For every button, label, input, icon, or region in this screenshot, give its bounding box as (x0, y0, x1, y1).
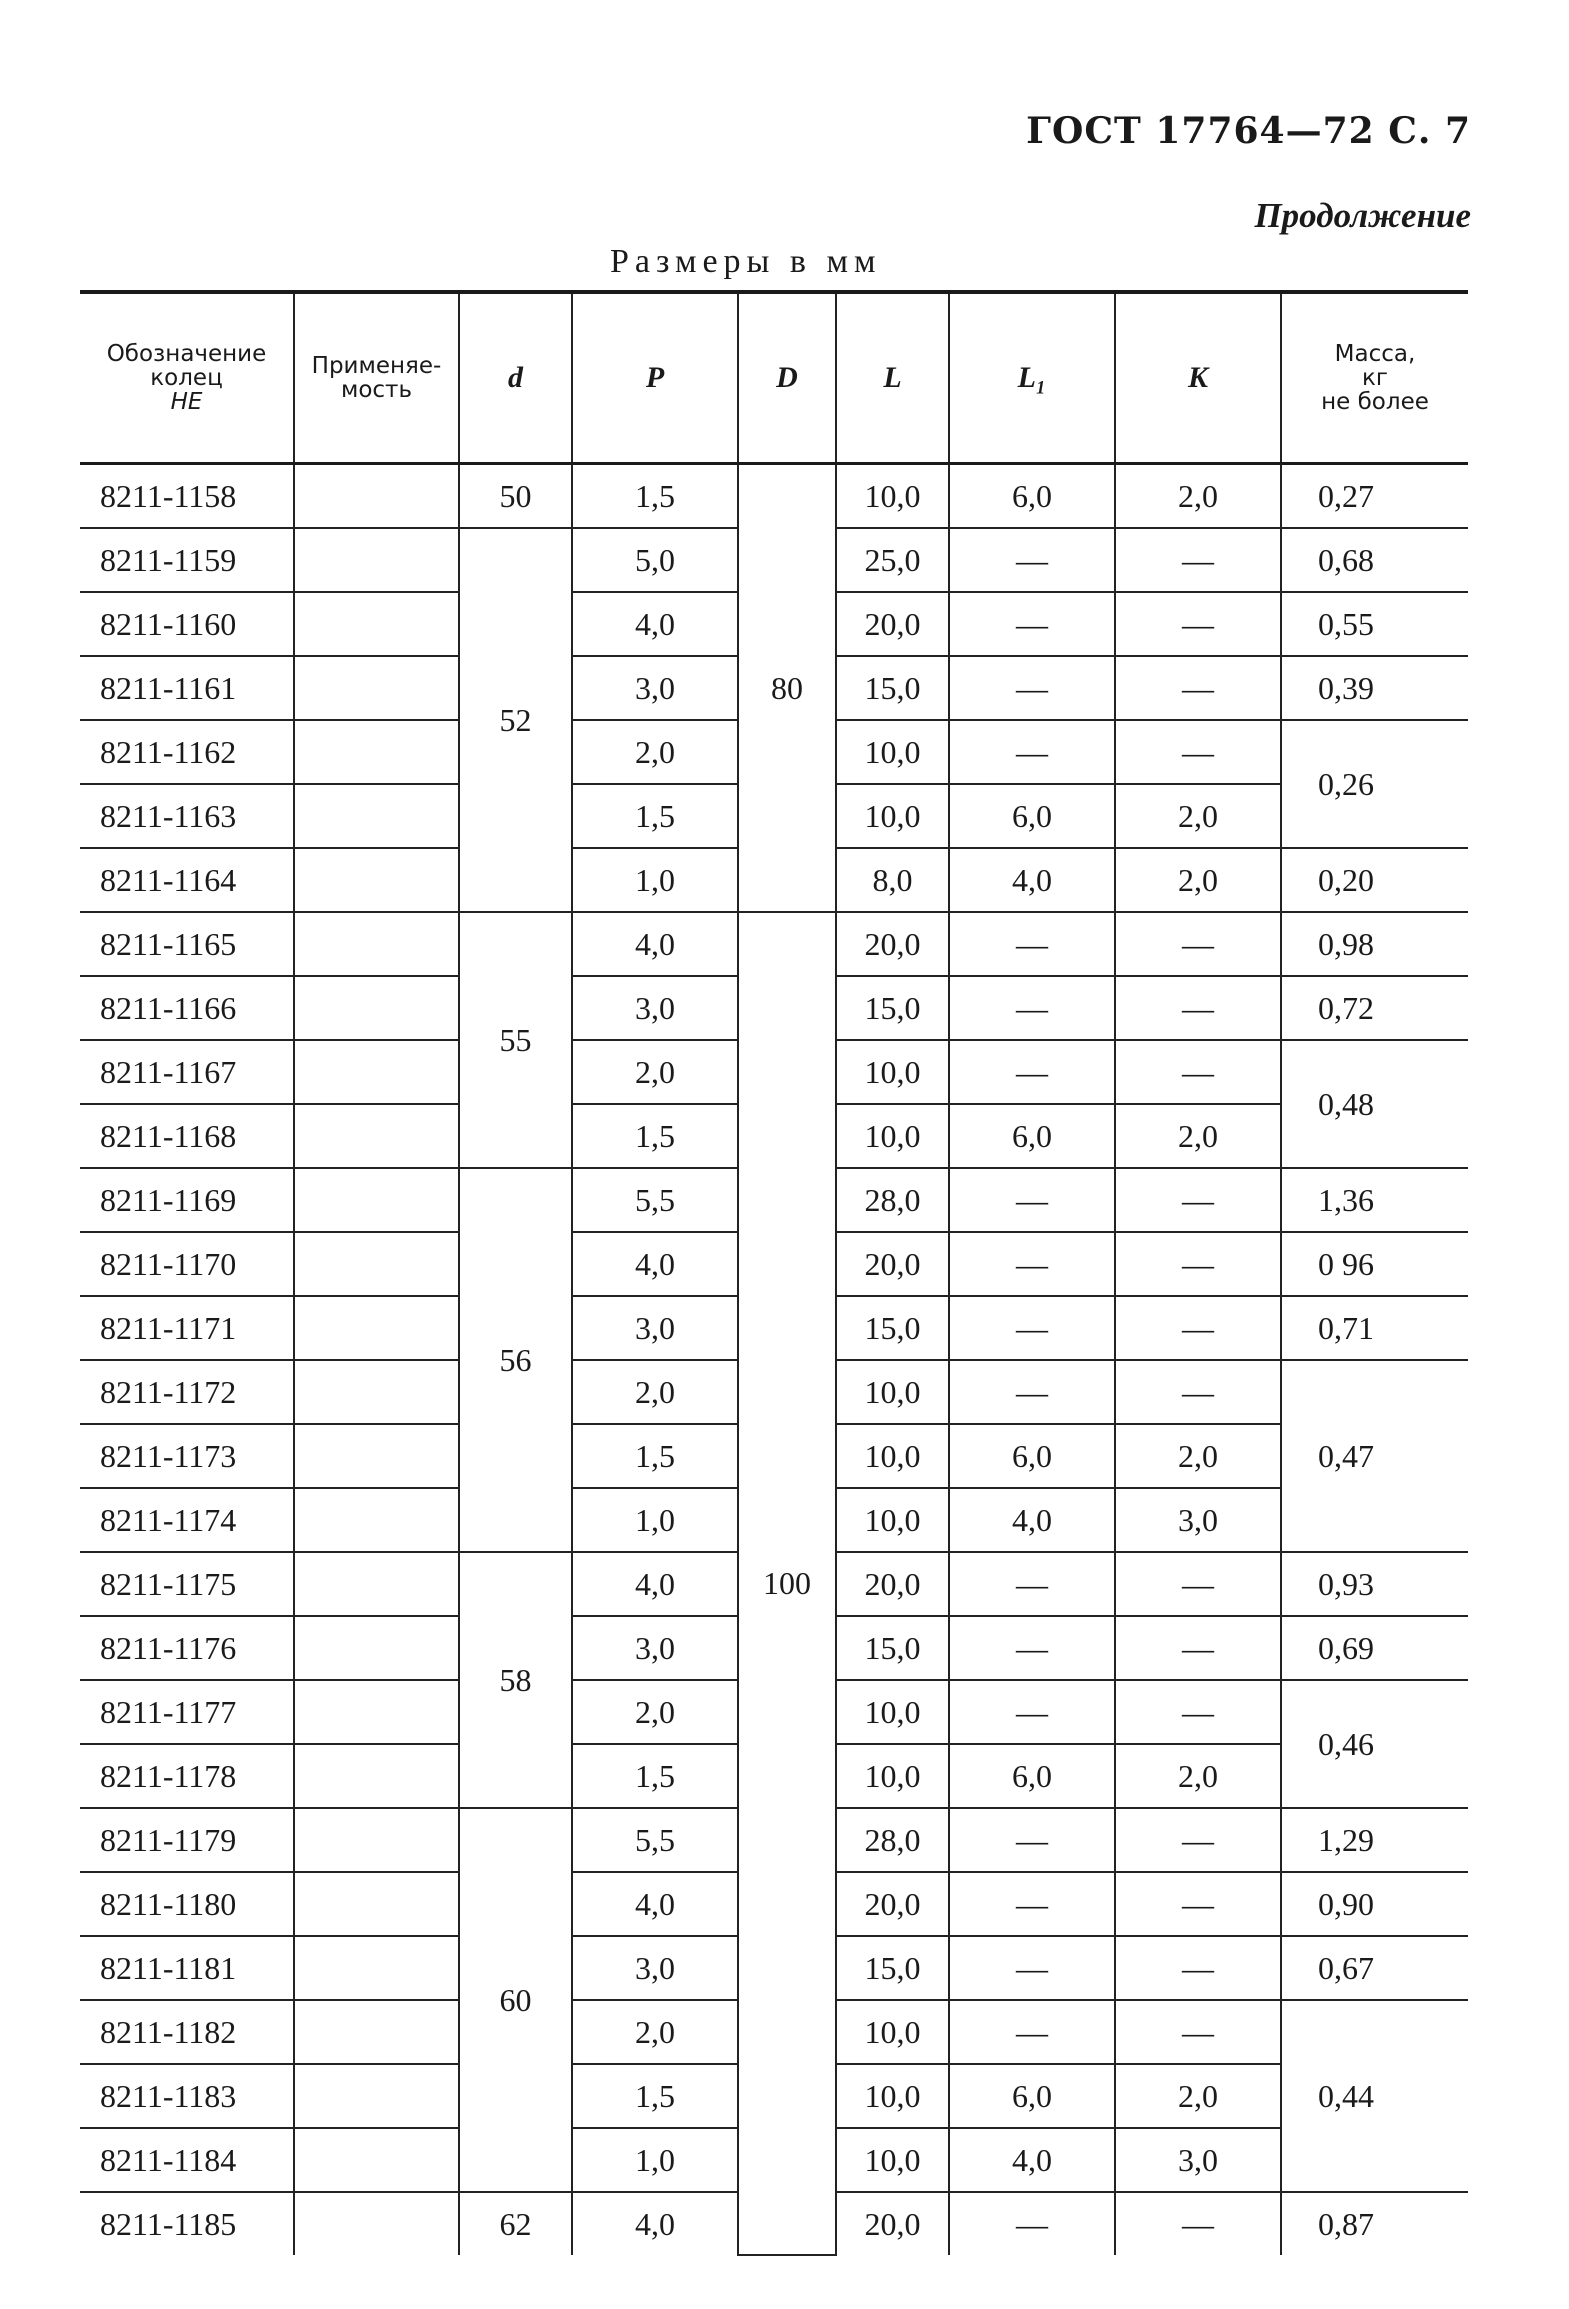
applicability-cell (294, 528, 459, 592)
ring-designation-cell: 8211-1173 (80, 1424, 294, 1488)
p-cell: 1,5 (572, 464, 738, 529)
applicability-cell (294, 2064, 459, 2128)
applicability-cell (294, 1168, 459, 1232)
D-cell: 100 (738, 912, 836, 2255)
mass-cell: 0,46 (1281, 1680, 1468, 1808)
p-cell: 1,5 (572, 1104, 738, 1168)
applicability-cell (294, 1936, 459, 2000)
L1-cell: 4,0 (949, 2128, 1115, 2192)
header-L: L (836, 292, 949, 464)
header-mass-line3: не более (1321, 389, 1429, 416)
applicability-cell (294, 1424, 459, 1488)
K-cell: — (1115, 1296, 1281, 1360)
applicability-cell (294, 1104, 459, 1168)
K-cell: — (1115, 592, 1281, 656)
p-cell: 2,0 (572, 1680, 738, 1744)
mass-cell: 0,55 (1281, 592, 1468, 656)
p-cell: 2,0 (572, 720, 738, 784)
ring-designation-cell: 8211-1177 (80, 1680, 294, 1744)
K-cell: — (1115, 912, 1281, 976)
mass-cell: 0,67 (1281, 1936, 1468, 2000)
ring-designation-cell: 8211-1158 (80, 464, 294, 529)
p-cell: 1,0 (572, 848, 738, 912)
ring-designation-cell: 8211-1163 (80, 784, 294, 848)
L-cell: 10,0 (836, 1488, 949, 1552)
mass-cell: 0,44 (1281, 2000, 1468, 2192)
L-cell: 20,0 (836, 592, 949, 656)
mass-cell: 0 96 (1281, 1232, 1468, 1296)
d-cell: 52 (459, 528, 572, 912)
L1-cell: — (949, 1040, 1115, 1104)
ring-designation-cell: 8211-1165 (80, 912, 294, 976)
L1-cell: — (949, 1296, 1115, 1360)
L-cell: 20,0 (836, 912, 949, 976)
ring-designation-cell: 8211-1184 (80, 2128, 294, 2192)
L1-cell: 6,0 (949, 464, 1115, 529)
applicability-cell (294, 1040, 459, 1104)
applicability-cell (294, 848, 459, 912)
p-cell: 1,0 (572, 1488, 738, 1552)
ring-designation-cell: 8211-1181 (80, 1936, 294, 2000)
p-cell: 5,5 (572, 1808, 738, 1872)
ring-designation-cell: 8211-1166 (80, 976, 294, 1040)
d-cell: 50 (459, 464, 572, 529)
L-cell: 10,0 (836, 1680, 949, 1744)
p-cell: 1,5 (572, 784, 738, 848)
K-cell: — (1115, 1680, 1281, 1744)
header-designation-line3: НЕ (170, 389, 203, 416)
page-header: ГОСТ 17764—72 С. 7 (1026, 110, 1471, 152)
L-cell: 10,0 (836, 2000, 949, 2064)
K-cell: — (1115, 720, 1281, 784)
ring-designation-cell: 8211-1160 (80, 592, 294, 656)
ring-designation-cell: 8211-1178 (80, 1744, 294, 1808)
p-cell: 3,0 (572, 1936, 738, 2000)
p-cell: 3,0 (572, 1616, 738, 1680)
K-cell: — (1115, 528, 1281, 592)
p-cell: 4,0 (572, 1552, 738, 1616)
K-cell: — (1115, 1616, 1281, 1680)
L-cell: 10,0 (836, 1040, 949, 1104)
L1-cell: — (949, 1616, 1115, 1680)
K-cell: — (1115, 1360, 1281, 1424)
L1-cell: — (949, 1232, 1115, 1296)
applicability-cell (294, 1680, 459, 1744)
mass-cell: 0,93 (1281, 1552, 1468, 1616)
ring-designation-cell: 8211-1167 (80, 1040, 294, 1104)
applicability-cell (294, 1296, 459, 1360)
L-cell: 15,0 (836, 1296, 949, 1360)
K-cell: — (1115, 1168, 1281, 1232)
K-cell: 2,0 (1115, 848, 1281, 912)
mass-cell: 0,87 (1281, 2192, 1468, 2255)
K-cell: — (1115, 2000, 1281, 2064)
L-cell: 10,0 (836, 1424, 949, 1488)
header-p: P (572, 292, 738, 464)
L-cell: 28,0 (836, 1168, 949, 1232)
applicability-cell (294, 1808, 459, 1872)
L-cell: 15,0 (836, 1936, 949, 2000)
applicability-cell (294, 2192, 459, 2255)
L-cell: 10,0 (836, 2064, 949, 2128)
K-cell: 2,0 (1115, 1744, 1281, 1808)
L-cell: 10,0 (836, 1360, 949, 1424)
ring-designation-cell: 8211-1169 (80, 1168, 294, 1232)
p-cell: 2,0 (572, 1360, 738, 1424)
L1-cell: 6,0 (949, 1424, 1115, 1488)
L-cell: 10,0 (836, 464, 949, 529)
L-cell: 20,0 (836, 1872, 949, 1936)
L1-cell: — (949, 912, 1115, 976)
table-row (80, 912, 1468, 976)
L1-cell: 4,0 (949, 1488, 1115, 1552)
p-cell: 4,0 (572, 1872, 738, 1936)
table-body (80, 464, 1468, 2256)
L-cell: 28,0 (836, 1808, 949, 1872)
p-cell: 1,0 (572, 2128, 738, 2192)
applicability-cell (294, 1360, 459, 1424)
K-cell: 2,0 (1115, 1104, 1281, 1168)
applicability-cell (294, 2128, 459, 2192)
L1-cell: — (949, 1168, 1115, 1232)
p-cell: 4,0 (572, 1232, 738, 1296)
p-cell: 3,0 (572, 1296, 738, 1360)
header-applicability-line1: Применяе- (311, 352, 442, 379)
ring-designation-cell: 8211-1159 (80, 528, 294, 592)
K-cell: — (1115, 1232, 1281, 1296)
L1-cell: — (949, 592, 1115, 656)
ring-designation-cell: 8211-1182 (80, 2000, 294, 2064)
p-cell: 5,0 (572, 528, 738, 592)
L-cell: 10,0 (836, 784, 949, 848)
header-mass-line2: кг (1362, 364, 1388, 391)
ring-designation-cell: 8211-1175 (80, 1552, 294, 1616)
ring-designation-cell: 8211-1168 (80, 1104, 294, 1168)
header-K: K (1115, 292, 1281, 464)
applicability-cell (294, 1552, 459, 1616)
p-cell: 2,0 (572, 1040, 738, 1104)
mass-cell: 0,68 (1281, 528, 1468, 592)
mass-cell: 0,72 (1281, 976, 1468, 1040)
p-cell: 3,0 (572, 656, 738, 720)
p-cell: 4,0 (572, 592, 738, 656)
header-applicability-line2: мость (340, 377, 413, 403)
L-cell: 8,0 (836, 848, 949, 912)
p-cell: 1,5 (572, 2064, 738, 2128)
header-designation-line1: Обозначение (106, 340, 267, 367)
ring-designation-cell: 8211-1183 (80, 2064, 294, 2128)
applicability-cell (294, 2000, 459, 2064)
K-cell: 3,0 (1115, 2128, 1281, 2192)
L-cell: 25,0 (836, 528, 949, 592)
applicability-cell (294, 1616, 459, 1680)
header-d: d (459, 292, 572, 464)
p-cell: 3,0 (572, 976, 738, 1040)
L-cell: 20,0 (836, 1552, 949, 1616)
p-cell: 5,5 (572, 1168, 738, 1232)
K-cell: 2,0 (1115, 1424, 1281, 1488)
applicability-cell (294, 912, 459, 976)
L1-cell: — (949, 1680, 1115, 1744)
L-cell: 15,0 (836, 976, 949, 1040)
applicability-cell (294, 1232, 459, 1296)
mass-cell: 0,71 (1281, 1296, 1468, 1360)
L-cell: 20,0 (836, 2192, 949, 2255)
K-cell: 2,0 (1115, 784, 1281, 848)
L-cell: 10,0 (836, 2128, 949, 2192)
ring-designation-cell: 8211-1164 (80, 848, 294, 912)
K-cell: — (1115, 1936, 1281, 2000)
mass-cell: 0,26 (1281, 720, 1468, 848)
p-cell: 4,0 (572, 912, 738, 976)
applicability-cell (294, 1872, 459, 1936)
mass-cell: 0,39 (1281, 656, 1468, 720)
d-cell: 58 (459, 1552, 572, 1808)
header-D: D (738, 292, 836, 464)
K-cell: 2,0 (1115, 464, 1281, 529)
d-cell: 60 (459, 1808, 572, 2192)
d-cell: 56 (459, 1168, 572, 1552)
mass-cell: 0,20 (1281, 848, 1468, 912)
L1-cell: 6,0 (949, 1744, 1115, 1808)
d-cell: 62 (459, 2192, 572, 2255)
L-cell: 10,0 (836, 720, 949, 784)
L1-cell: — (949, 528, 1115, 592)
K-cell: — (1115, 2192, 1281, 2255)
mass-cell: 0,69 (1281, 1616, 1468, 1680)
p-cell: 1,5 (572, 1744, 738, 1808)
L-cell: 15,0 (836, 1616, 949, 1680)
L1-cell: 6,0 (949, 1104, 1115, 1168)
header-designation-line2: колец (150, 364, 223, 391)
applicability-cell (294, 464, 459, 529)
ring-designation-cell: 8211-1174 (80, 1488, 294, 1552)
L-cell: 20,0 (836, 1232, 949, 1296)
L1-cell: — (949, 976, 1115, 1040)
mass-cell: 1,29 (1281, 1808, 1468, 1872)
ring-designation-cell: 8211-1176 (80, 1616, 294, 1680)
d-cell: 55 (459, 912, 572, 1168)
mass-cell: 0,27 (1281, 464, 1468, 529)
continuation-label: Продолжение (1254, 196, 1471, 235)
mass-cell: 0,47 (1281, 1360, 1468, 1552)
ring-designation-cell: 8211-1170 (80, 1232, 294, 1296)
ring-designation-cell: 8211-1172 (80, 1360, 294, 1424)
K-cell: — (1115, 1040, 1281, 1104)
K-cell: 3,0 (1115, 1488, 1281, 1552)
p-cell: 4,0 (572, 2192, 738, 2255)
L-cell: 10,0 (836, 1744, 949, 1808)
K-cell: — (1115, 1552, 1281, 1616)
L1-cell: — (949, 1808, 1115, 1872)
p-cell: 1,5 (572, 1424, 738, 1488)
K-cell: — (1115, 656, 1281, 720)
table-row (80, 464, 1468, 529)
p-cell: 2,0 (572, 2000, 738, 2064)
mass-cell: 1,36 (1281, 1168, 1468, 1232)
mass-cell: 0,48 (1281, 1040, 1468, 1168)
L1-cell: — (949, 2192, 1115, 2255)
ring-designation-cell: 8211-1162 (80, 720, 294, 784)
header-designation (80, 292, 294, 464)
K-cell: 2,0 (1115, 2064, 1281, 2128)
applicability-cell (294, 592, 459, 656)
applicability-cell (294, 1744, 459, 1808)
L-cell: 10,0 (836, 1104, 949, 1168)
mass-cell: 0,90 (1281, 1872, 1468, 1936)
K-cell: — (1115, 1872, 1281, 1936)
L1-cell: — (949, 1872, 1115, 1936)
D-cell: 80 (738, 464, 836, 913)
K-cell: — (1115, 1808, 1281, 1872)
units-caption: Размеры в мм (610, 243, 882, 280)
header-row (80, 292, 1468, 464)
L1-cell: 6,0 (949, 784, 1115, 848)
ring-designation-cell: 8211-1161 (80, 656, 294, 720)
L1-cell: 4,0 (949, 848, 1115, 912)
L1-cell: — (949, 1552, 1115, 1616)
L1-cell: 6,0 (949, 2064, 1115, 2128)
mass-cell: 0,98 (1281, 912, 1468, 976)
header-L1: L₁ (949, 292, 1115, 464)
ring-designation-cell: 8211-1171 (80, 1296, 294, 1360)
applicability-cell (294, 1488, 459, 1552)
applicability-cell (294, 976, 459, 1040)
ring-designation-cell: 8211-1185 (100, 2205, 237, 2242)
applicability-cell (294, 784, 459, 848)
ring-designation-cell: 8211-1180 (80, 1872, 294, 1936)
header-mass-line1: Масса, (1334, 340, 1416, 367)
ring-designation-cell: 8211-1179 (80, 1808, 294, 1872)
L-cell: 15,0 (836, 656, 949, 720)
K-cell: — (1115, 976, 1281, 1040)
rings-spec-table (80, 290, 1468, 2256)
L1-cell: — (949, 656, 1115, 720)
L1-cell: — (949, 2000, 1115, 2064)
L1-cell: — (949, 720, 1115, 784)
L1-cell: — (949, 1936, 1115, 2000)
applicability-cell (294, 656, 459, 720)
L1-cell: — (949, 1360, 1115, 1424)
applicability-cell (294, 720, 459, 784)
header-mass (1281, 292, 1468, 464)
header-applicability (294, 292, 459, 464)
